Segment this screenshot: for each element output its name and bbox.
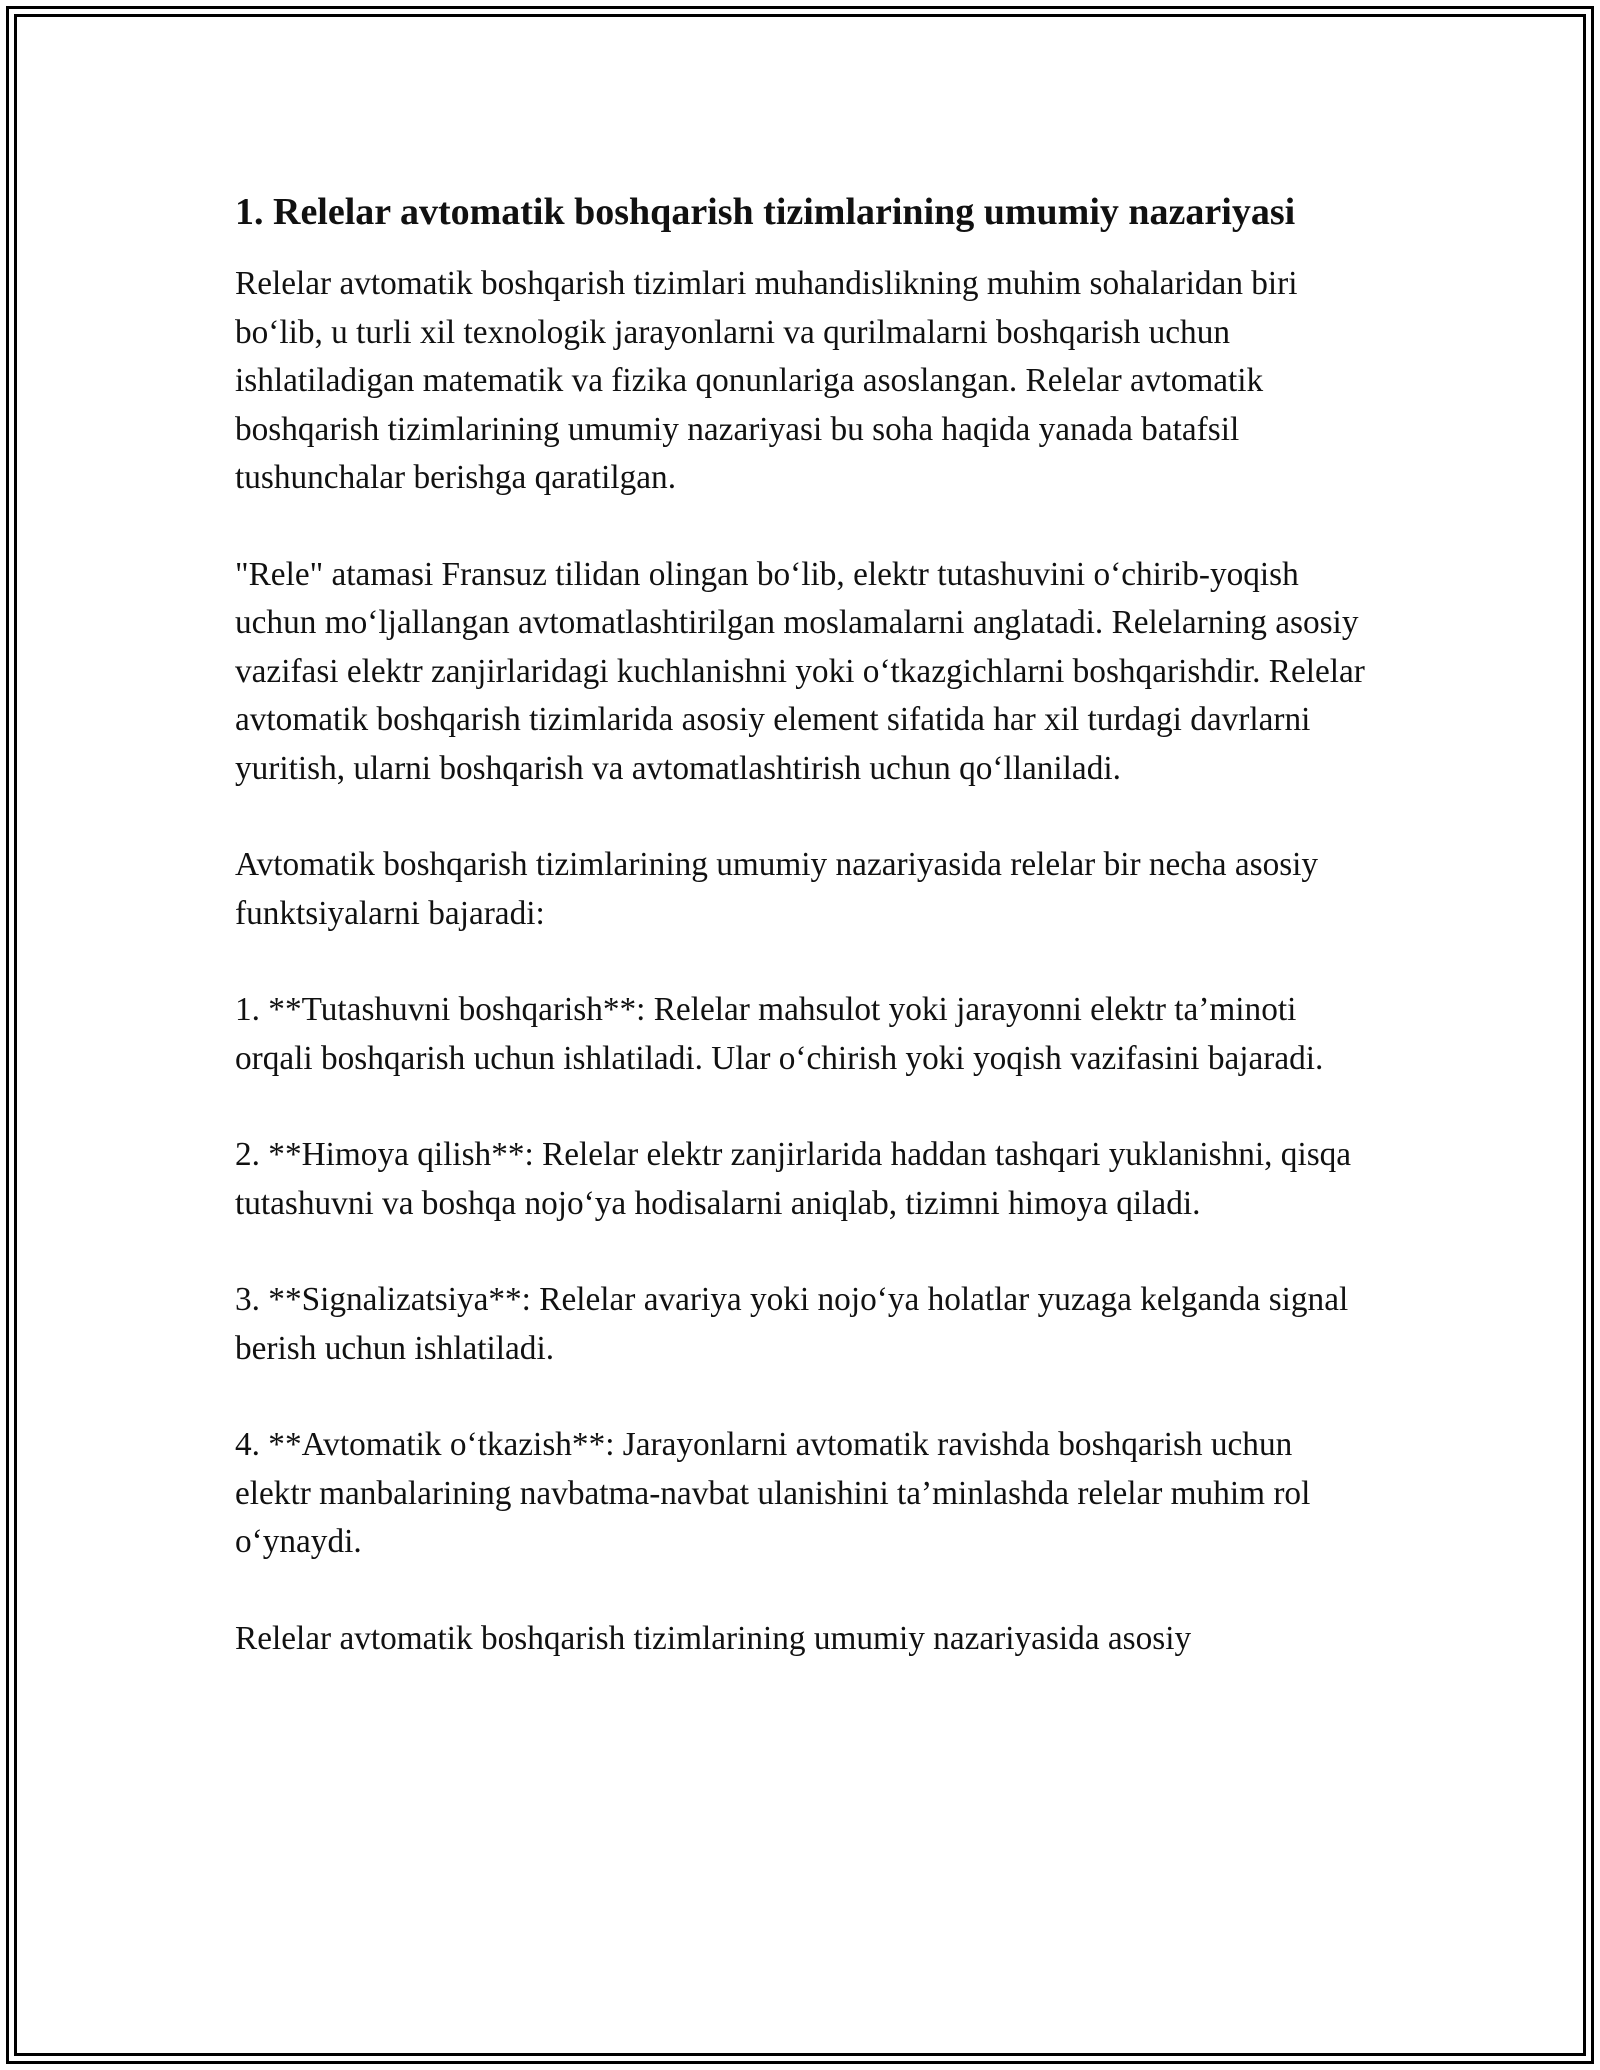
list-item-signalizatsiya: 3. **Signalizatsiya**: Relelar avariya yoki nojo‘ya holatlar yuzaga kelganda signal berish uchun ishlatiladi. bbox=[235, 1281, 1349, 1367]
paragraph-continuation: Relelar avtomatik boshqarish tizimlarining umumiy nazariyasida asosiy bbox=[235, 1619, 1192, 1657]
list-item-himoya: 2. **Himoya qilish**: Relelar elektr zanjirlarida haddan tashqari yuklanishni, qisqa tutashuvni va boshqa nojo‘ya hodisalarni aniqlab, tizimni himoya qiladi. bbox=[235, 1136, 1352, 1222]
paragraph-functions-intro: Avtomatik boshqarish tizimlarining umumiy nazariyasida relelar bir necha asosiy funktsiyalarni bajaradi: bbox=[235, 846, 1319, 932]
section-heading: 1. Relelar avtomatik boshqarish tizimlarining umumiy nazariyasi bbox=[235, 191, 1296, 233]
document-content bbox=[235, 185, 1375, 1711]
paragraph-intro: Relelar avtomatik boshqarish tizimlari muhandislikning muhim sohalaridan biri bo‘lib, u turli xil texnologik jarayonlarni va qurilmalarni boshqarish uchun ishlatiladigan matematik va fizika qonunlariga asoslangan. Relelar avtomatik boshqarish tizimlarining umumiy nazariyasi bu soha haqida yanada batafsil tushunchalar berishga qaratilgan. bbox=[235, 265, 1298, 496]
list-item-tutashuv: 1. **Tutashuvni boshqarish**: Relelar mahsulot yoki jarayonni elektr ta’minoti orqali boshqarish uchun ishlatiladi. Ular o‘chirish yoki yoqish vazifasini bajaradi. bbox=[235, 991, 1324, 1077]
paragraph-rele-definition: "Rele" atamasi Fransuz tilidan olingan bo‘lib, elektr tutashuvini o‘chirib-yoqish uchun mo‘ljallangan avtomatlashtirilgan moslamalarni anglatadi. Relelarning asosiy vazifasi elektr zanjirlaridagi kuchlanishni yoki o‘tkazgichlarni boshqarishdir. Relelar avtomatik boshqarish tizimlarida asosiy element sifatida har xil turdagi davrlarni yuritish, ularni boshqarish va avtomatlashtirish uchun qo‘llaniladi. bbox=[235, 555, 1365, 787]
list-item-avtomatik-otkazish: 4. **Avtomatik o‘tkazish**: Jarayonlarni avtomatik ravishda boshqarish uchun elektr manbalarining navbatma-navbat ulanishini ta’minlashda relelar muhim rol o‘ynaydi. bbox=[235, 1426, 1311, 1560]
